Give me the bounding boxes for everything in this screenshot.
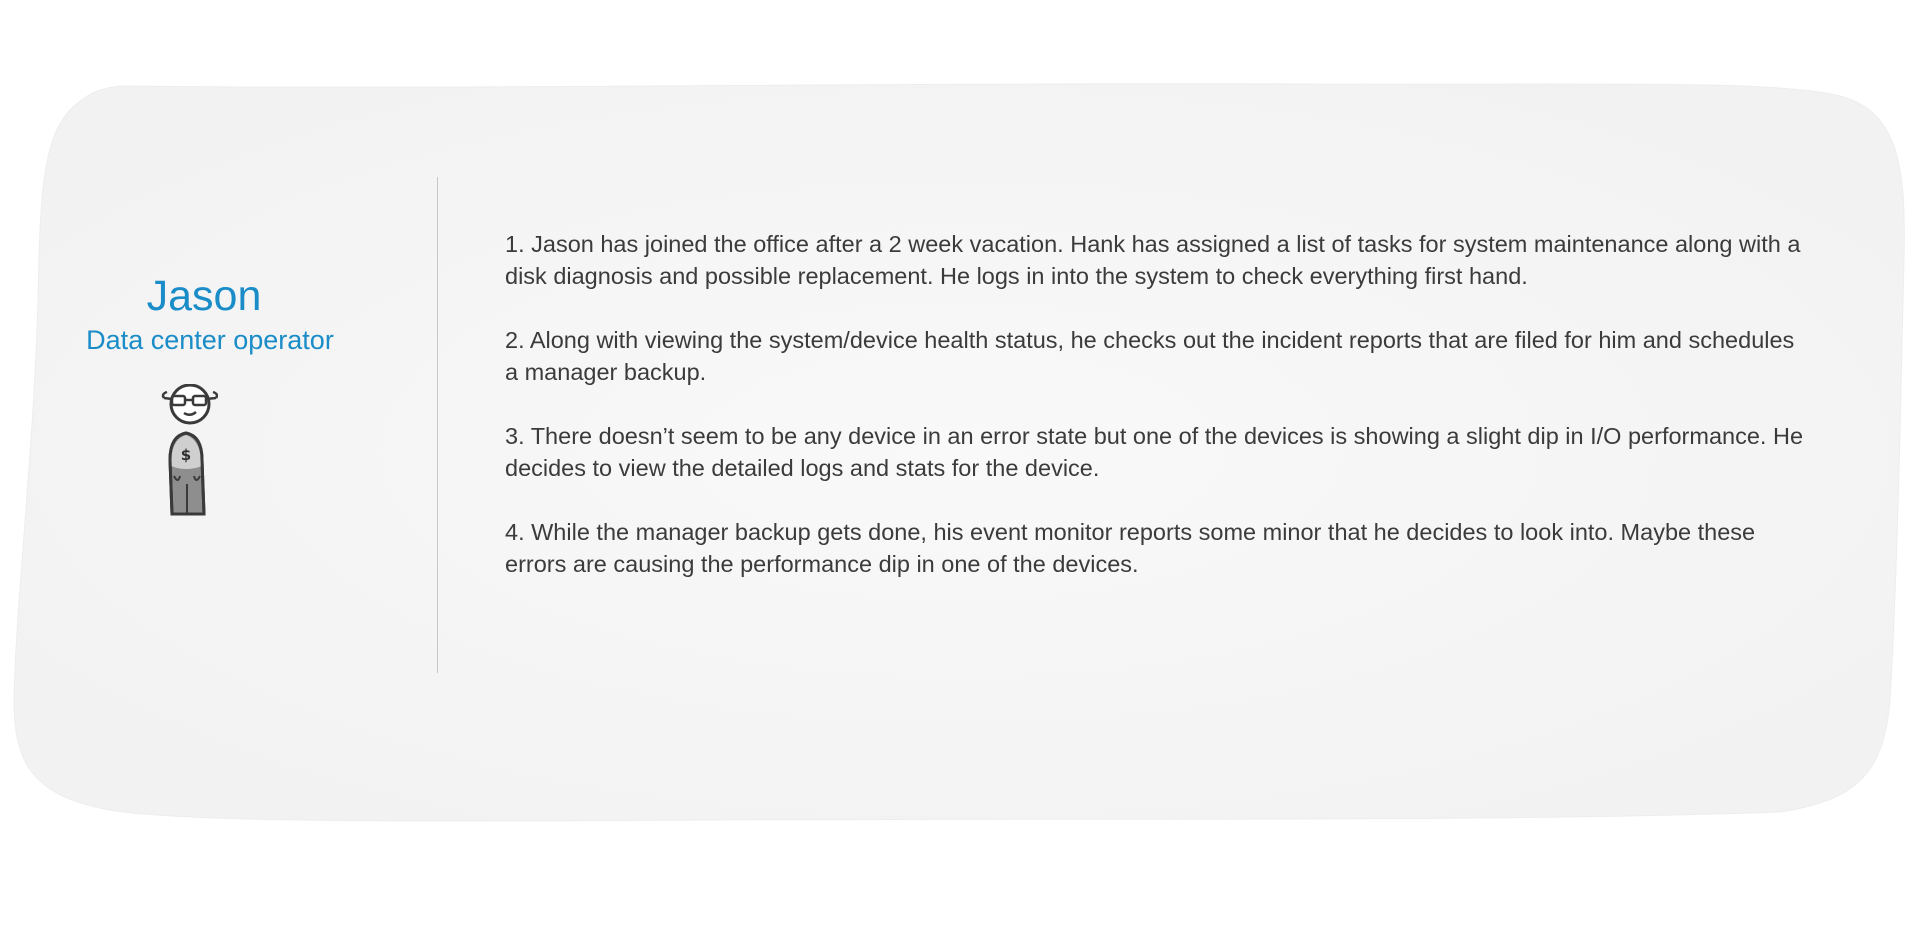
scenario-step: 4. While the manager backup gets done, his event monitor reports some minor that he decides to look into. Maybe these errors are causing the performance dip in one of the devices. (505, 519, 1756, 577)
scenario-step: 2. Along with viewing the system/device health status, he checks out the incident reports that are filed for him and schedules a manager backup. (505, 327, 1795, 385)
section-divider (437, 177, 438, 673)
scenario-step: 3. There doesn’t seem to be any device in an error state but one of the devices is showing a slight dip in I/O performance. He decides to view the detailed logs and stats for the device. (505, 423, 1804, 481)
persona-name: Jason (146, 272, 262, 320)
person-with-glasses-and-dollar-shirt-icon (158, 384, 218, 520)
persona-role: Data center operator (86, 325, 334, 355)
scenario-steps (505, 228, 1805, 612)
scenario-step: 1. Jason has joined the office after a 2 week vacation. Hank has assigned a list of tasks for system maintenance along with a disk diagnosis and possible replacement. He logs in into the system to check everything first hand. (505, 231, 1801, 289)
svg-text:$: $ (180, 446, 192, 464)
persona-header (60, 270, 360, 358)
